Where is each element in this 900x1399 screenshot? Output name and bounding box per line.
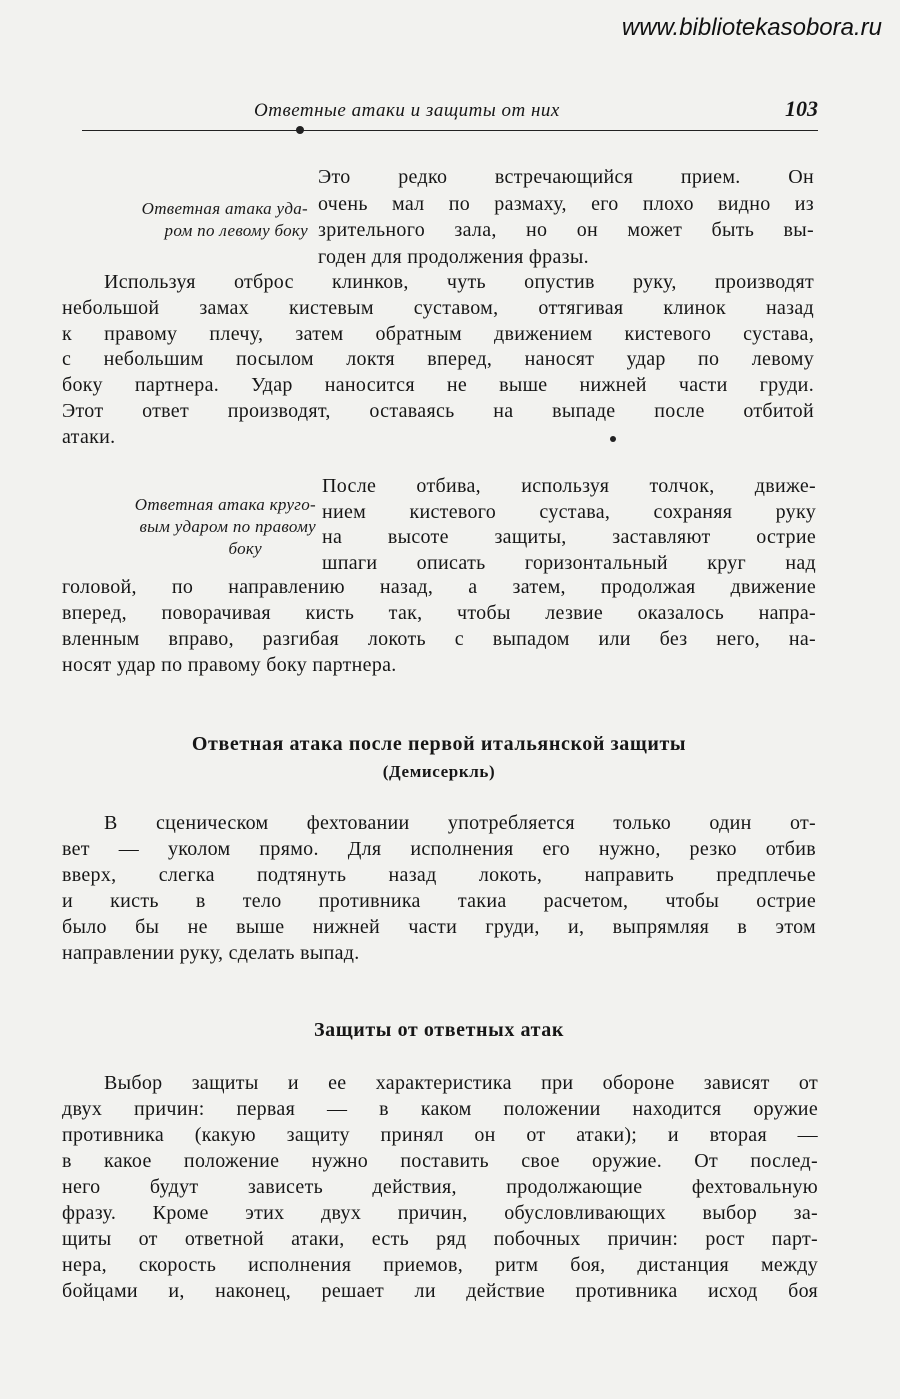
text-line: было бы не выше нижней части груди, и, выпрямляя в этом <box>62 916 816 938</box>
text-line: В сценическом фехтовании употребляется только один от- <box>104 812 816 834</box>
text-line: него будут зависеть действия, продолжающие фехтовальную <box>62 1176 818 1198</box>
header-rule <box>82 130 818 131</box>
text-line: Используя отброс клинков, чуть опустив руку, производят <box>104 271 814 293</box>
text-line: очень мал по размаху, его плохо видно из <box>318 192 814 215</box>
print-speck <box>610 436 616 442</box>
section-subheading: (Демисеркль) <box>382 762 496 781</box>
text-line: на высоте защиты, заставляют острие <box>322 526 816 548</box>
text-line: шпаги описать горизонтальный круг над <box>322 551 816 574</box>
text-line: носят удар по правому боку партнера. <box>62 654 397 676</box>
text-line: нием кистевого сустава, сохраняя руку <box>322 500 816 523</box>
text-line: вверх, слегка подтянуть назад локоть, направить предплечье <box>62 864 816 886</box>
text-line: годен для продолжения фразы. <box>318 245 589 268</box>
text-line: противника (какую защиту принял он от атаки); и вторая — <box>62 1124 818 1146</box>
text-line: боку партнера. Удар наносится не выше нижней части груди. <box>62 374 814 397</box>
running-title: Ответные атаки и защиты от них <box>254 100 560 121</box>
paragraph-c-side <box>322 474 816 576</box>
text-line: вет — уколом прямо. Для исполнения его нужно, резко отбив <box>62 838 816 860</box>
text-line: щиты от ответной атаки, есть ряд побочных причин: рост парт- <box>62 1228 818 1250</box>
side-note-line: ром по левому боку <box>164 221 308 240</box>
paragraph-a <box>318 164 814 270</box>
text-line: с небольшим посылом локтя вперед, наносят удар по левому <box>62 348 814 371</box>
text-line: вперед, поворачивая кисть так, чтобы лезвие оказалось напра- <box>62 602 816 624</box>
page-number: 103 <box>785 96 818 121</box>
header-rule-dot <box>296 126 304 134</box>
side-note-right-side-circular-strike <box>58 494 316 560</box>
side-note-left-side-strike <box>58 198 308 242</box>
running-header <box>82 96 818 126</box>
paragraph-b <box>62 270 814 451</box>
side-note-line: Ответная атака уда- <box>141 199 308 218</box>
text-line: головой, по направлению назад, а затем, продолжая движение <box>62 576 816 598</box>
text-line: фразу. Кроме этих двух причин, обусловливающих выбор за- <box>62 1202 818 1224</box>
section-heading: Ответная атака после первой итальянской защиты <box>191 733 687 755</box>
watermark-url: www.bibliotekasobora.ru <box>621 14 882 41</box>
side-note-line: боку <box>228 539 262 558</box>
text-line: Это редко встречающийся прием. Он <box>318 166 814 188</box>
paragraph-e <box>62 1070 818 1304</box>
text-line: нера, скорость исполнения приемов, ритм боя, дистанция между <box>62 1254 818 1276</box>
text-line: вленным вправо, разгибая локоть с выпадом или без него, на- <box>62 628 816 650</box>
text-line: к правому плечу, затем обратным движением кистевого сустава, <box>62 322 814 345</box>
text-line: направлении руку, сделать выпад. <box>62 942 360 964</box>
paragraph-c-full <box>62 574 816 678</box>
text-line: в какое положение нужно поставить свое оружие. От послед- <box>62 1150 818 1172</box>
text-line: и кисть в тело противника такиа расчетом, чтобы острие <box>62 890 816 912</box>
paragraph-d <box>62 810 816 966</box>
side-note-line: Ответная атака круго- <box>134 495 316 514</box>
section-heading: Защиты от ответных атак <box>313 1019 565 1041</box>
text-line: Этот ответ производят, оставаясь на выпаде после отбитой <box>62 399 814 422</box>
text-line: бойцами и, наконец, решает ли действие противника исход боя <box>62 1280 818 1302</box>
text-line: зрительного зала, но он может быть вы- <box>318 219 814 241</box>
text-line: атаки. <box>62 425 116 448</box>
text-line: небольшой замах кистевым суставом, оттягивая клинок назад <box>62 296 814 319</box>
text-line: двух причин: первая — в каком положении находится оружие <box>62 1098 818 1120</box>
text-line: Выбор защиты и ее характеристика при обороне зависят от <box>104 1072 818 1094</box>
text-line: После отбива, используя толчок, движе- <box>322 475 816 497</box>
side-note-line: вым ударом по правому <box>139 517 316 536</box>
